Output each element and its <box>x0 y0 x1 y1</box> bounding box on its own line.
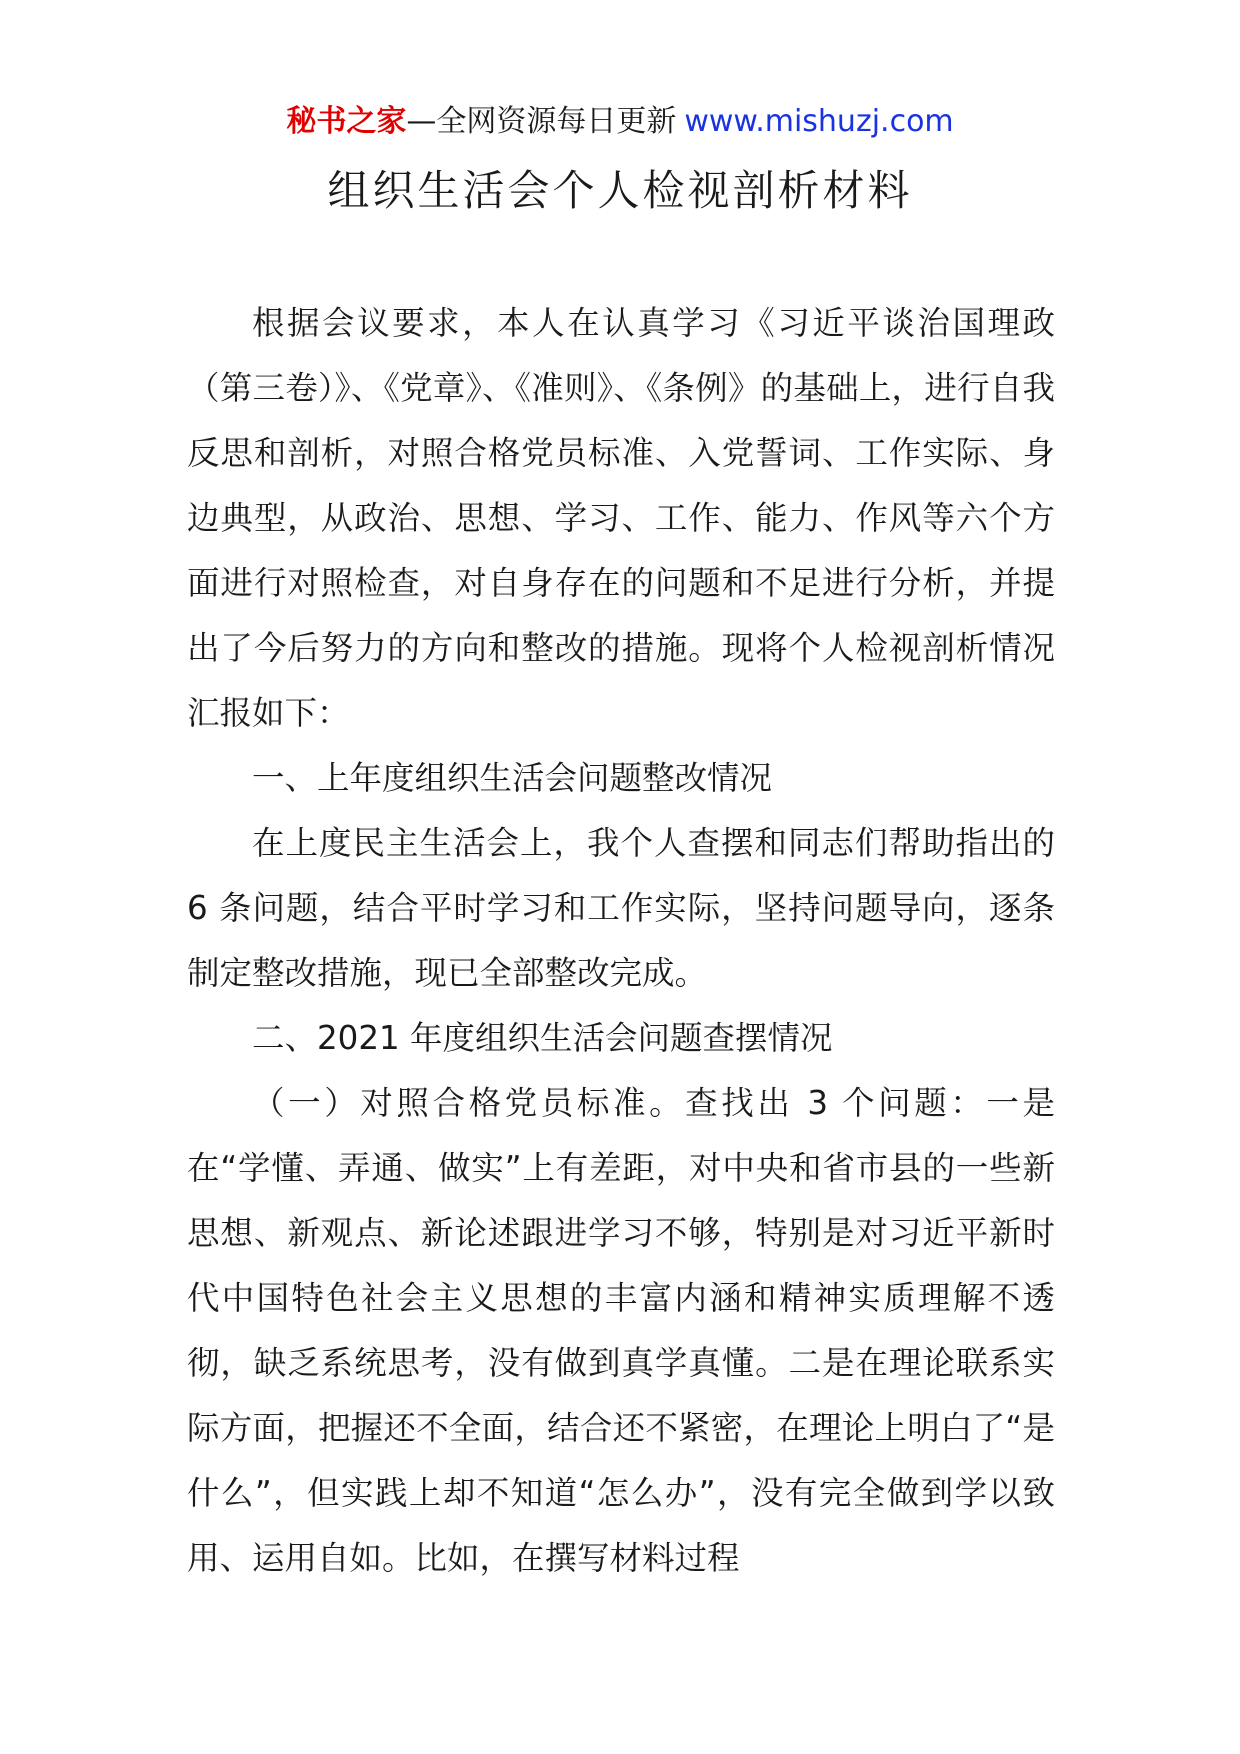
document-title: 组织生活会个人检视剖析材料 <box>327 166 913 215</box>
site-url-link[interactable]: www.mishuzj.com <box>684 104 954 139</box>
paragraph-intro <box>187 291 1055 746</box>
heading-text: 二、2021 年度组织生活会问题查摆情况 <box>252 1019 833 1057</box>
heading-text: 一、上年度组织生活会问题整改情况 <box>252 759 773 797</box>
header-tagline: —全网资源每日更新 <box>406 104 677 139</box>
paragraph-text: （一）对照合格党员标准。查找出 3 个问题：一是在“学懂、弄通、做实”上有差距，对中央和省市县的一些新思想、新观点、新论述跟进学习不够，特别是对习近平新时代中国特色社会主义思想的丰富内涵和精神实质理解不透彻，缺乏系统思考，没有做到真学真懂。二是在理论联系实际方面，把握还不全面，结合还不紧密，在理论上明白了“是什么”，但实践上却不知道“怎么办”，没有完全做到学以致用、运用自如。比如，在撰写材料过程 <box>187 1084 1055 1577</box>
brand-name: 秘书之家 <box>286 104 407 139</box>
site-header <box>0 100 1240 144</box>
paragraph-text: 根据会议要求，本人在认真学习《习近平谈治国理政（第三卷）》、《党章》、《准则》、《条例》的基础上，进行自我反思和剖析，对照合格党员标准、入党誓词、工作实际、身边典型，从政治、思想、学习、工作、能力、作风等六个方面进行对照检查，对自身存在的问题和不足进行分析，并提出了今后努力的方向和整改的措施。现将个人检视剖析情况汇报如下： <box>187 304 1055 732</box>
paragraph-rectification <box>187 811 1055 1006</box>
section-heading-1 <box>187 746 1055 811</box>
paragraph-standards <box>187 1071 1055 1591</box>
paragraph-text: 在上度民主生活会上，我个人查摆和同志们帮助指出的 6 条问题，结合平时学习和工作实际，坚持问题导向，逐条制定整改措施，现已全部整改完成。 <box>187 824 1055 992</box>
section-heading-2 <box>187 1006 1055 1071</box>
